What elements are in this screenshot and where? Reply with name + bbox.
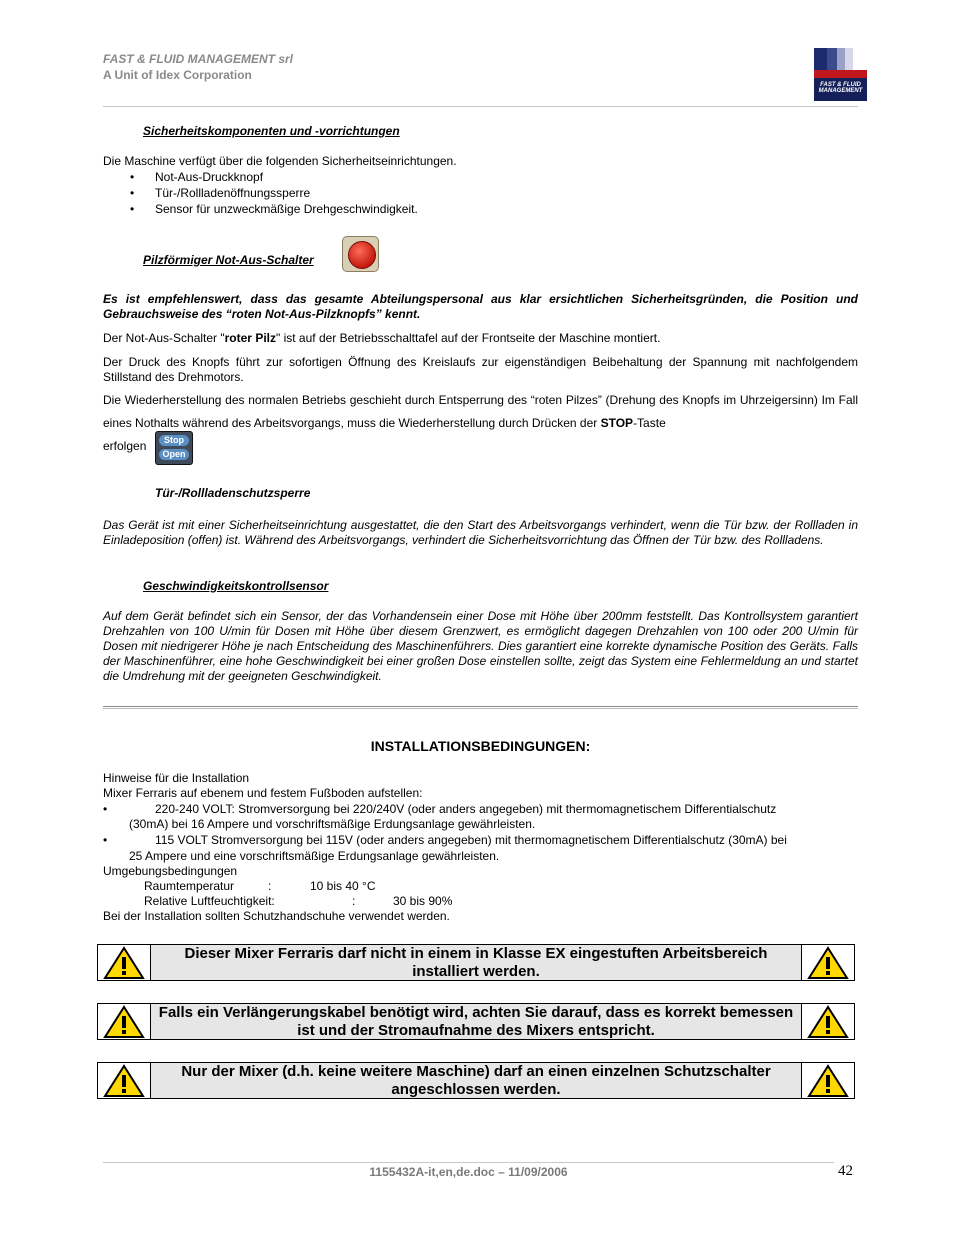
install-220v-cont: (30mA) bei 16 Ampere und vorschriftsmäßige Erdungsanlage gewährleisten. bbox=[129, 817, 536, 831]
install-115v: 115 VOLT Stromversorgung bei 115V (oder anders angegeben) mit thermomagnetischem Differentialschutz (30mA) bei bbox=[155, 833, 787, 847]
safety-list bbox=[130, 169, 418, 217]
humidity-value: 30 bis 90% bbox=[393, 894, 453, 908]
footer-rule bbox=[103, 1162, 834, 1163]
warning-triangle-icon bbox=[98, 1004, 151, 1039]
door-text: Das Gerät ist mit einer Sicherheitseinrichtung ausgestattet, die den Start des Arbeitsvorgangs verhindert, wenn die Tür bzw. der Rollladen in Einladeposition (offen) ist. Während des Arbeitsvorgangs, verhindert die Sicherheitsvorrichtung das Öffnen der Tür bzw. des Rollladens. bbox=[103, 518, 858, 547]
warning-triangle-icon bbox=[801, 1063, 854, 1098]
temp-colon: : bbox=[268, 879, 272, 893]
stop-open-button-icon: Stop Open bbox=[155, 431, 193, 465]
humidity-colon: : bbox=[352, 894, 356, 908]
install-floor: Mixer Ferraris auf ebenem und festem Fußboden aufstellen: bbox=[103, 786, 423, 800]
install-115v-cont: 25 Ampere und eine vorschriftsmäßige Erdungsanlage gewährleisten. bbox=[129, 849, 500, 863]
install-hint: Hinweise für die Installation bbox=[103, 771, 250, 785]
bullet-icon: • bbox=[103, 833, 108, 847]
warning-box bbox=[97, 1062, 855, 1099]
header-rule bbox=[103, 106, 858, 107]
gloves-note: Bei der Installation sollten Schutzhandschuhe verwendet werden. bbox=[103, 909, 450, 923]
mushroom-warning: Es ist empfehlenswert, dass das gesamte Abteilungspersonal aus klar ersichtlichen Sicherheitsgründen, die Position und Gebrauchsweise des “roten Not-Aus-Pilzknopfs” kennt. bbox=[103, 292, 858, 321]
footer-doc: 1155432A-it,en,de.doc – 11/09/2006 bbox=[369, 1165, 568, 1179]
door-section-title: Tür-/Rollladenschutzsperre bbox=[155, 486, 311, 500]
list-item: • Sensor für unzweckmäßige Drehgeschwindigkeit. bbox=[130, 201, 418, 217]
speed-text: Auf dem Gerät befindet sich ein Sensor, der das Vorhandensein einer Dose mit Höhe über 200mm feststellt. Das Kontrollsystem garantiert Drehzahlen von 100 U/min für Dosen mit Höhe über diesem Grenzwert, es ermöglicht dagegen Drehzahlen von 100 oder 200 U/min für Dosen mit niedrigerer Höhe je nach Entscheidung des Maschinenführers. Dies garantiert eine korrekte dynamische Position des Geräts. Falls der Maschinenführer, eine hohe Geschwindigkeit bei einer großen Dose einstellen sollte, zeigt das System eine Fehlermeldung an und startet die Umdrehung mit der geeigneten Geschwindigkeit. bbox=[103, 609, 858, 683]
warning-box bbox=[97, 1003, 855, 1040]
warning-text: Dieser Mixer Ferraris darf nicht in einem in Klasse EX eingestuften Arbeitsbereich installiert werden. bbox=[151, 945, 801, 980]
safety-intro: Die Maschine verfügt über die folgenden Sicherheitseinrichtungen. bbox=[103, 154, 457, 168]
temp-label: Raumtemperatur bbox=[144, 879, 235, 893]
mushroom-p3-end: erfolgen bbox=[103, 439, 147, 453]
install-220v: 220-240 VOLT: Stromversorgung bei 220/240V (oder anders angegeben) mit thermomagnetischem Differentialschutz bbox=[155, 802, 777, 816]
temp-value: 10 bis 40 °C bbox=[310, 879, 376, 893]
warning-text: Falls ein Verlängerungskabel benötigt wird, achten Sie darauf, dass es korrekt bemessen ist und der Stromaufnahme des Mixers entspricht. bbox=[151, 1004, 801, 1039]
section-separator bbox=[103, 706, 858, 709]
warning-box bbox=[97, 944, 855, 981]
logo-text: FAST & FLUID MANAGEMENT bbox=[818, 82, 863, 94]
bullet-icon: • bbox=[103, 802, 108, 816]
warning-triangle-icon bbox=[801, 945, 854, 980]
warning-text: Nur der Mixer (d.h. keine weitere Maschine) darf an einen einzelnen Schutzschalter angeschlossen werden. bbox=[151, 1063, 801, 1098]
humidity-label: Relative Luftfeuchtigkeit: bbox=[144, 894, 275, 908]
env-title: Umgebungsbedingungen bbox=[103, 864, 238, 878]
list-item: • Tür-/Rollladenöffnungssperre bbox=[130, 185, 418, 201]
mushroom-section-title: Pilzförmiger Not-Aus-Schalter bbox=[143, 253, 314, 267]
list-item: • Not-Aus-Druckknopf bbox=[130, 169, 418, 185]
mushroom-p3: Die Wiederherstellung des normalen Betriebs geschieht durch Entsperrung des “roten Pilzes” (Drehung des Knopfs im Uhrzeigersinn) Im Fall eines Nothalts während des Arbeitsvorgangs, muss die Wiederherstellung durch Drücken der STOP-Taste bbox=[103, 393, 858, 430]
page-number: 42 bbox=[838, 1163, 853, 1179]
mushroom-p1: Der Not-Aus-Schalter "roter Pilz" ist auf der Betriebsschalttafel auf der Frontseite der Maschine montiert. bbox=[103, 331, 661, 345]
installation-title: INSTALLATIONSBEDINGUNGEN: bbox=[370, 738, 591, 754]
warning-triangle-icon bbox=[98, 1063, 151, 1098]
mushroom-button-icon bbox=[342, 236, 379, 272]
warning-triangle-icon bbox=[98, 945, 151, 980]
mushroom-p2: Der Druck des Knopfs führt zur sofortigen Öffnung des Kreislaufs zur eigenständigen Beibehaltung der Spannung mit nachfolgendem Stillstand des Drehmotors. bbox=[103, 355, 858, 384]
company-subtitle: A Unit of Idex Corporation bbox=[103, 68, 252, 82]
company-logo bbox=[814, 48, 867, 101]
warning-triangle-icon bbox=[801, 1004, 854, 1039]
company-name: FAST & FLUID MANAGEMENT srl bbox=[103, 52, 294, 66]
safety-section-title: Sicherheitskomponenten und -vorrichtungen bbox=[143, 124, 400, 138]
speed-section-title: Geschwindigkeitskontrollsensor bbox=[143, 579, 329, 593]
